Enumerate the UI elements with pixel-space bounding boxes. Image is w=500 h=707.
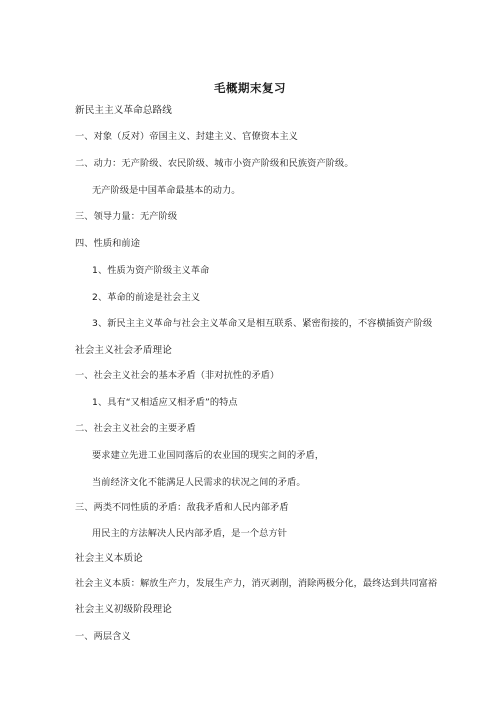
text-line: 用民主的方法解决人民内部矛盾，是一个总方针 bbox=[92, 528, 288, 539]
page-title: 毛概期末复习 bbox=[214, 81, 286, 95]
section-heading: 社会主义初级阶段理论 bbox=[75, 604, 172, 615]
section-heading: 社会主义社会矛盾理论 bbox=[75, 345, 172, 356]
text-line: 一、两层含义 bbox=[75, 631, 131, 642]
text-line: 要求建立先进工业国同落后的农业国的现实之间的矛盾， bbox=[92, 450, 325, 461]
text-line: 四、性质和前途 bbox=[75, 238, 141, 249]
text-line: 3、新民主主义革命与社会主义革命又是相互联系、紧密衔接的，不容横插资产阶级 bbox=[92, 318, 433, 329]
text-line: 二、社会主义社会的主要矛盾 bbox=[75, 423, 196, 434]
text-line: 当前经济文化不能满足人民需求的状况之间的矛盾。 bbox=[92, 477, 306, 488]
text-line: 社会主义本质：解放生产力，发展生产力，消灭剥削，消除两极分化，最终达到共同富裕 bbox=[75, 578, 438, 589]
section-heading: 社会主义本质论 bbox=[75, 553, 143, 564]
text-line: 三、领导力量：无产阶级 bbox=[75, 211, 178, 222]
section-heading: 新民主主义革命总路线 bbox=[75, 105, 172, 116]
text-line: 1、性质为资产阶级主义革命 bbox=[92, 265, 210, 276]
text-line: 1、具有“又相适应又相矛盾”的特点 bbox=[92, 397, 238, 408]
text-line: 无产阶级是中国革命最基本的动力。 bbox=[92, 185, 241, 196]
text-line: 2、革命的前途是社会主义 bbox=[92, 292, 201, 303]
text-line: 一、社会主义社会的基本矛盾（非对抗性的矛盾） bbox=[75, 370, 280, 381]
text-line: 一、对象（反对）帝国主义、封建主义、官僚资本主义 bbox=[75, 131, 298, 142]
text-line: 二、动力：无产阶级、农民阶级、城市小资产阶级和民族资产阶级。 bbox=[75, 158, 354, 169]
text-line: 三、两类不同性质的矛盾：敌我矛盾和人民内部矛盾 bbox=[75, 502, 289, 513]
